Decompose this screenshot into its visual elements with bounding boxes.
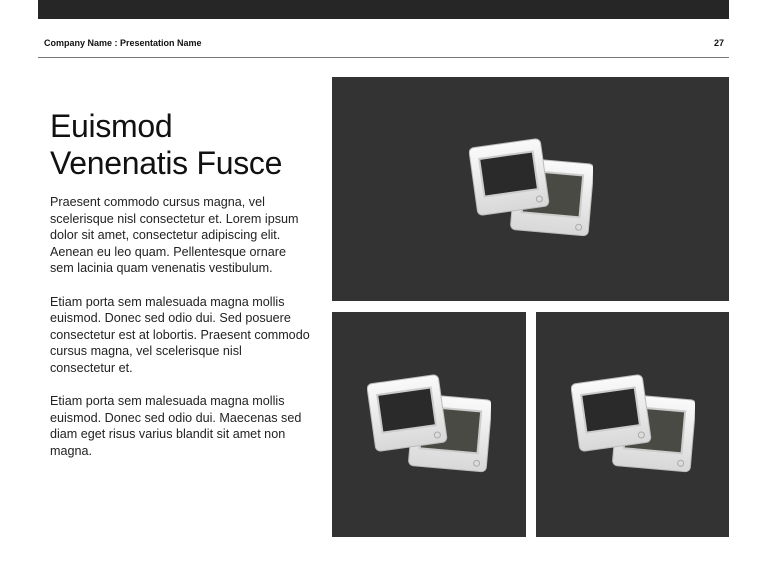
top-bar xyxy=(38,0,729,19)
paragraph: Etiam porta sem malesuada magna mollis euismod. Donec sed odio dui. Sed posuere consectetur est at lobortis. Praesent commodo cursus magna, vel scelerisque nisl consectetur et. xyxy=(50,294,310,375)
header-divider xyxy=(38,57,729,58)
presentation-title: Company Name : Presentation Name xyxy=(44,38,202,48)
slides-icon xyxy=(469,137,593,241)
slides-icon xyxy=(571,373,695,477)
page-number: 27 xyxy=(713,38,724,48)
image-placeholder-large[interactable] xyxy=(332,77,729,301)
paragraph: Praesent commodo cursus magna, vel scelerisque nisl consectetur et. Lorem ipsum dolor sit amet, consectetur adipiscing elit. Aenean eu leo quam. Pellentesque ornare sem lacinia quam venenatis vestibulum. xyxy=(50,195,299,276)
body-text xyxy=(50,194,310,476)
slides-icon xyxy=(367,373,491,477)
paragraph: Etiam porta sem malesuada magna mollis euismod. Donec sed odio dui. Maecenas sed diam eget risus varius blandit sit amet non magna. xyxy=(50,394,302,458)
image-placeholder-right[interactable] xyxy=(536,312,729,537)
slide-heading: Euismod Venenatis Fusce xyxy=(50,108,283,181)
image-placeholder-left[interactable] xyxy=(332,312,526,537)
